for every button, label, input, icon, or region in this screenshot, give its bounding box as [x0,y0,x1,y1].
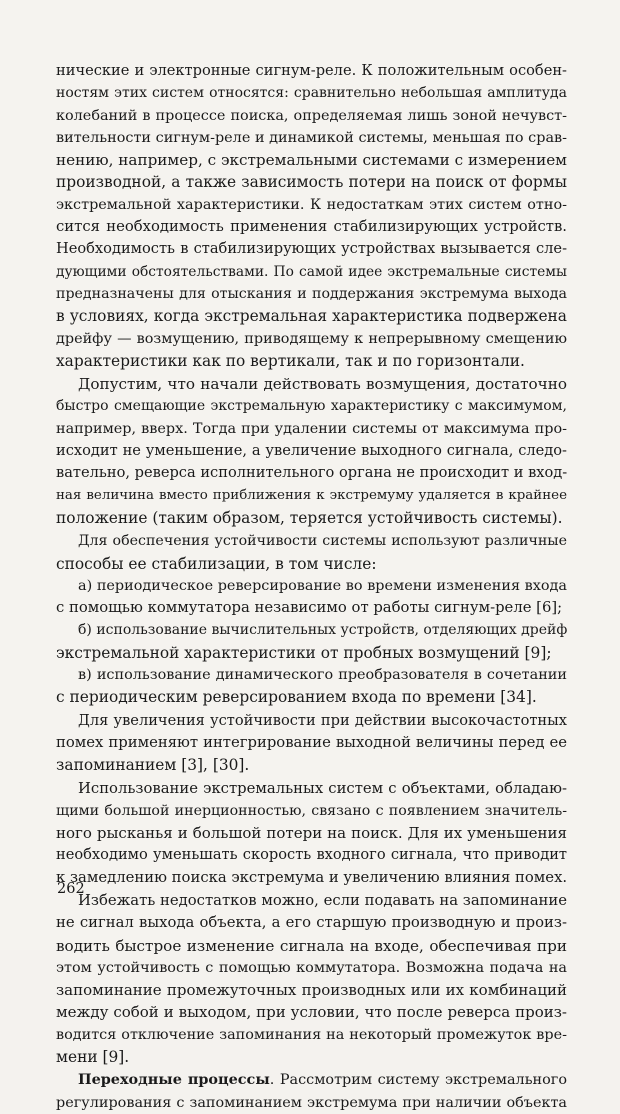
page-number: 262 [57,881,85,897]
text-line: вительности сигнум-реле и динамикой системы, меньшая по срав- [56,129,567,146]
text-line: Использование экстремальных систем с объектами, обладаю- [78,779,567,797]
text-line: производной, а также зависимость потери на поиск от формы [56,173,567,192]
text-line: Необходимость в стабилизирующих устройствах вызывается сле- [56,240,567,258]
text-line: щими большой инерционностью, связано с появлением значитель- [56,802,567,819]
text-line: экстремальной характеристики. К недостаткам этих систем отно- [56,196,567,213]
paragraph-1 [56,60,567,372]
text-line: запоминание промежуточных производных или их комбинаций [56,981,567,1000]
list-item-b [56,619,567,664]
text-line: в условиях, когда экстремальная характеристика подвержена [56,307,567,326]
text-line: Допустим, что начали действовать возмущения, достаточно [78,375,567,394]
body-text [56,60,567,1114]
text-line: между собой и выходом, при условии, что после реверса произ- [56,1003,567,1022]
text-line: ностям этих систем относятся: сравнительно небольшая амплитуда [56,85,567,102]
text-line: мени [9]. [56,1048,130,1067]
text-line: помех применяют интегрирование выходной величины перед ее [56,733,567,751]
text-line: этом устойчивость с помощью коммутатора. Возможна подача на [56,959,567,976]
text-line: вательно, реверса исполнительного органа не происходит и вход- [56,464,568,482]
text-line: регулирования с запоминанием экстремума при наличии объекта [56,1094,567,1111]
list-item-a [56,575,567,620]
text-line: а) периодическое реверсирование во времени изменения входа [78,577,567,594]
text-line: положение (таким образом, теряется устойчивость системы). [56,508,563,527]
text-line: сится необходимость применения стабилизирующих устройств. [56,218,567,236]
paragraph-4 [56,710,567,777]
text-line: к замедлению поиска экстремума и увеличению влияния помех. [56,868,568,886]
text-line: б) использование вычислительных устройств, отделяющих дрейф [78,622,568,639]
paragraph-3 [56,530,567,575]
text-line: необходимо уменьшать скорость входного сигнала, что приводит [56,846,567,864]
text-line: ного рысканья и большой потери на поиск. Для их уменьшения [56,824,567,843]
text-line: с периодическим реверсированием входа по времени [34]. [56,688,537,707]
text-line: нические и электронные сигнум-реле. К положительным особен- [56,62,567,79]
paragraph-transients [56,1069,567,1114]
list-item-c [56,664,567,709]
text-line [56,1069,567,1091]
text-line: нению, например, с экстремальными системами с измерением [56,151,567,170]
text-line: характеристики как по вертикали, так и по горизонтали. [56,351,525,370]
text-line: Избежать недостатков можно, если подавать на запоминание [78,891,567,909]
heading-continuation: . Рассмотрим систему экстремального [269,1072,567,1089]
section-heading: Переходные процессы [78,1071,270,1089]
text-line: быстро смещающие экстремальную характеристику с максимумом, [56,398,567,415]
text-line: Для увеличения устойчивости при действии высокочастотных [78,711,567,729]
text-line: водится отключение запоминания на некоторый промежуток вре- [56,1026,567,1043]
text-line: ная величина вместо приближения к экстремуму удаляется в крайнее [56,487,567,503]
text-line: предназначены для отыскания и поддержания экстремума выхода [56,285,567,302]
text-line: дрейфу — возмущению, приводящему к непрерывному смещению [56,330,567,347]
text-line: исходит не уменьшение, а увеличение выходного сигнала, следо- [56,442,567,460]
text-line: водить быстрое изменение сигнала на входе, обеспечивая при [56,936,567,955]
text-line: дующими обстоятельствами. По самой идее экстремальные системы [56,263,567,280]
text-line: колебаний в процессе поиска, определяемая лишь зоной нечувст- [56,107,567,124]
text-line: способы ее стабилизации, в том числе: [56,554,377,573]
text-line: в) использование динамического преобразователя в сочетании [78,667,567,684]
paragraph-6 [56,890,567,1068]
text-line: с помощью коммутатора независимо от работы сигнум-реле [6]; [56,599,563,617]
paragraph-2 [56,373,567,529]
text-line: экстремальной характеристики от пробных возмущений [9]; [56,643,552,662]
text-line: например, вверх. Тогда при удалении системы от максимума про- [56,420,567,437]
text-line: Для обеспечения устойчивости системы используют различные [78,533,567,550]
paragraph-5 [56,778,567,889]
text-line: не сигнал выхода объекта, а его старшую производную и произ- [56,914,567,932]
text-line: запоминанием [3], [30]. [56,756,250,775]
